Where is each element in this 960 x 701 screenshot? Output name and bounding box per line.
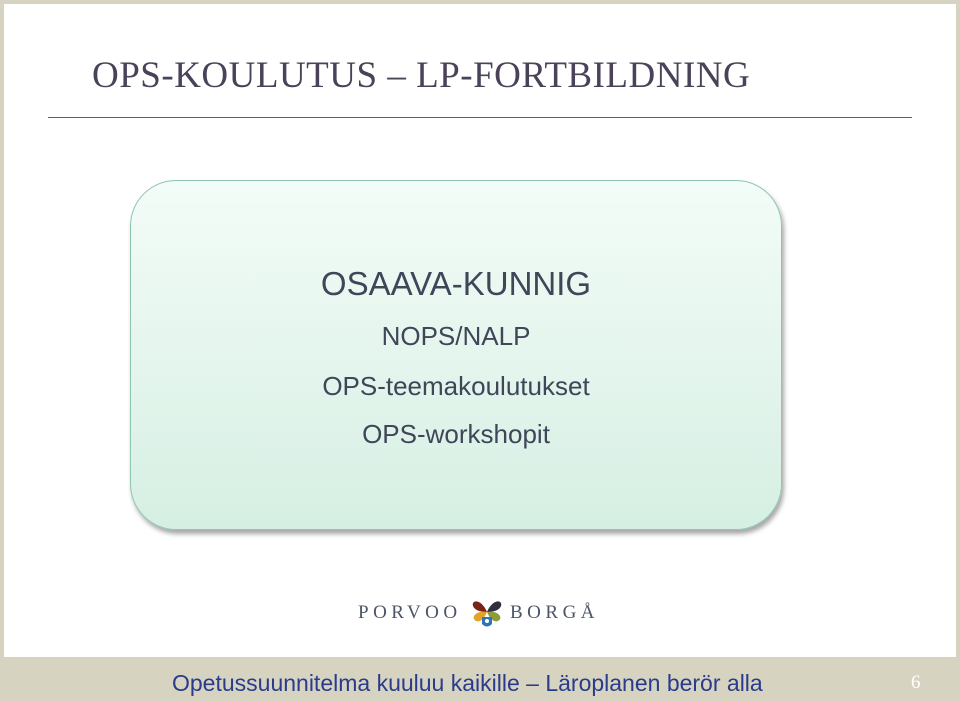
box-line-nops: NOPS/NALP	[381, 321, 531, 351]
page-number: 6	[911, 672, 921, 693]
porvoo-borga-logo	[358, 596, 608, 632]
box-line-workshopit: OPS-workshopit	[362, 419, 550, 449]
logo-emblem-icon	[468, 596, 506, 630]
slide-title: OPS-KOULUTUS – LP-FORTBILDNING	[92, 55, 751, 96]
logo-word-borga: BORGÅ	[510, 602, 600, 623]
content-box	[130, 180, 782, 530]
box-heading: OSAAVA-KUNNIG	[320, 265, 592, 302]
title-divider	[48, 117, 912, 118]
footer-text: Opetussuunnitelma kuuluu kaikille – Läroplanen berör alla	[172, 670, 763, 696]
slide	[4, 4, 956, 657]
box-line-teemakoulutukset: OPS-teemakoulutukset	[322, 371, 590, 401]
logo-word-porvoo: PORVOO	[358, 602, 462, 623]
